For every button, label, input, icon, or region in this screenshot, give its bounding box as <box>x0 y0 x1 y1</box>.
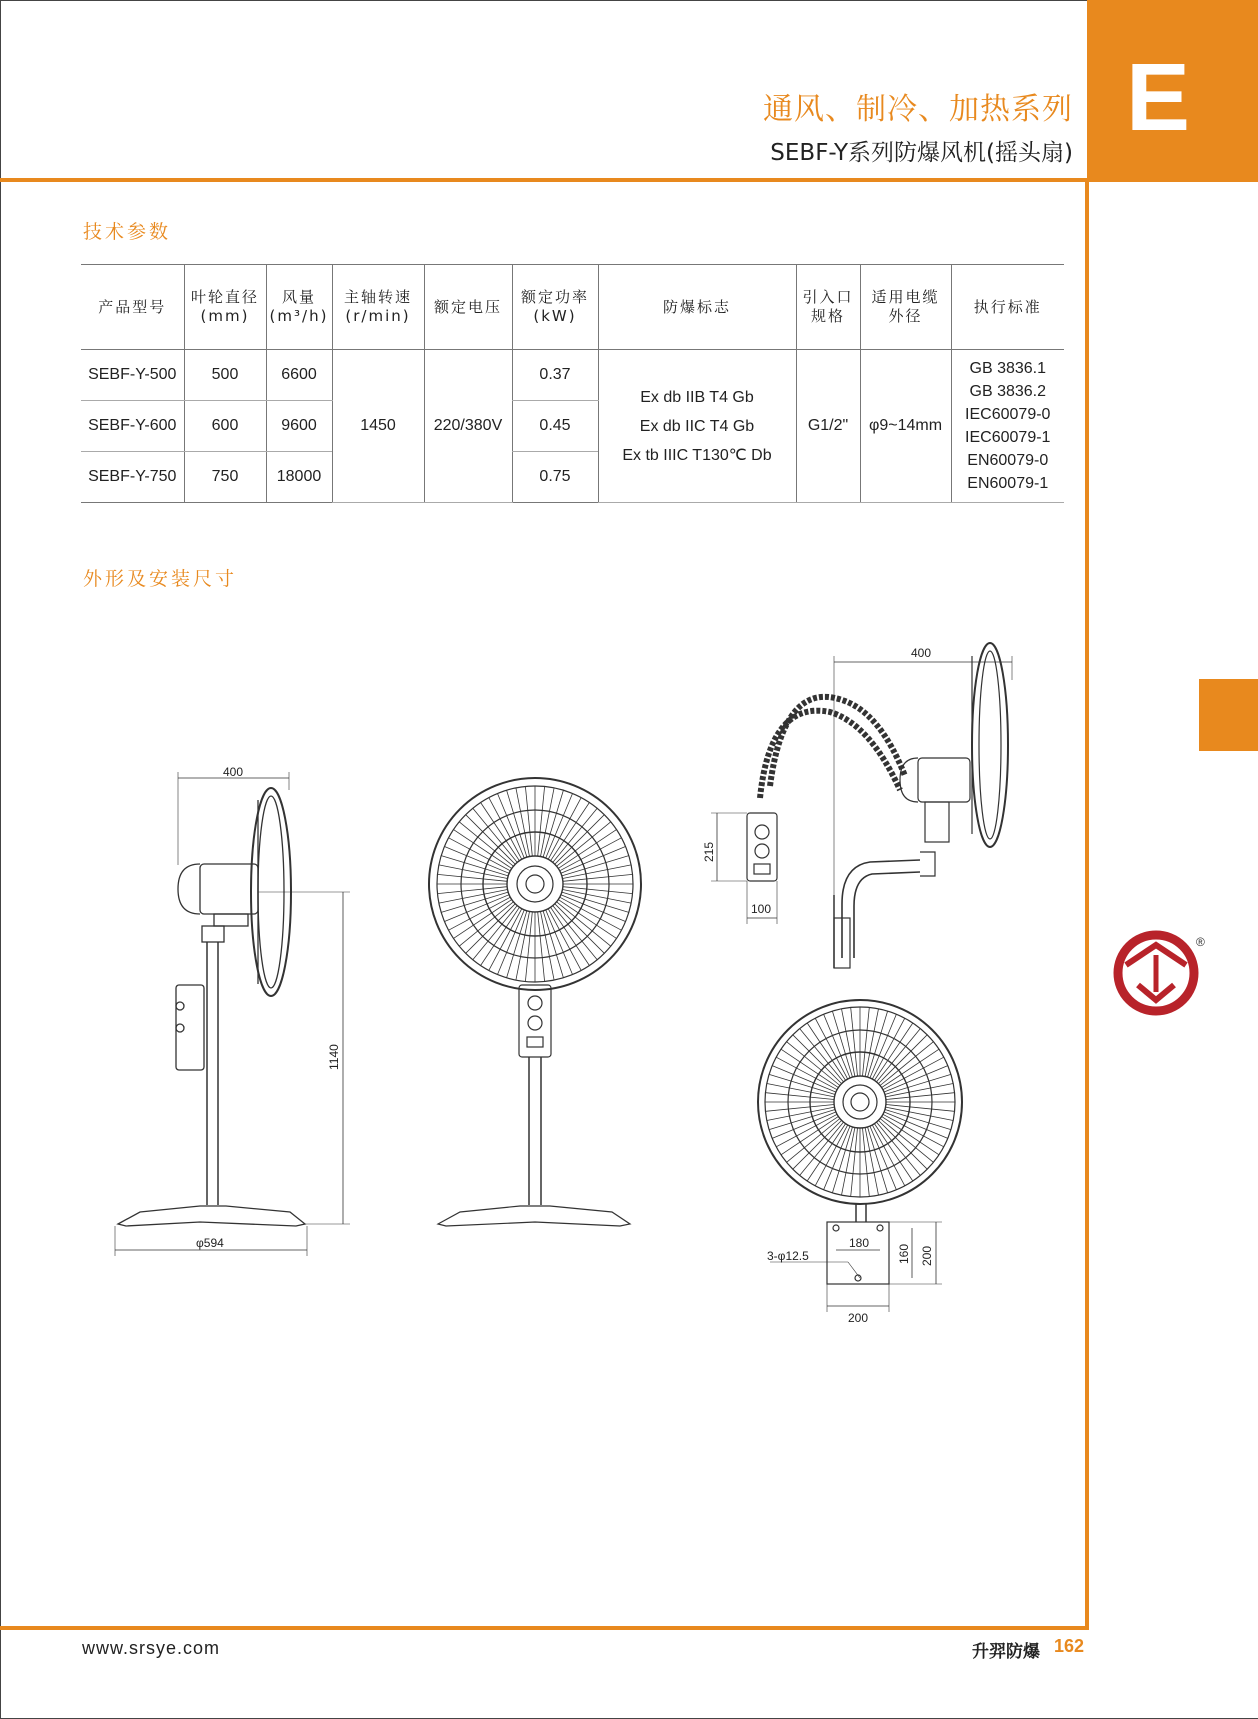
cell-impeller: 750 <box>184 452 266 503</box>
standard-item: IEC60079-1 <box>965 429 1051 446</box>
cell-entry: G1/2" <box>796 350 860 503</box>
dim-box-width: 100 <box>751 902 772 916</box>
guard-spoke <box>832 1011 852 1077</box>
guard-spoke <box>439 865 508 879</box>
guard-spoke <box>563 874 633 881</box>
cell-impeller: 500 <box>184 350 266 401</box>
guard-spoke <box>767 1084 835 1097</box>
guard-spoke <box>769 1074 835 1094</box>
guard-spoke <box>781 1116 838 1154</box>
guard-spoke <box>563 890 632 904</box>
guard-spoke <box>563 865 632 879</box>
guard-spoke <box>769 1110 835 1130</box>
cell-power: 0.37 <box>512 350 598 401</box>
product-title: SEBF-Y系列防爆风机(摇头扇) <box>770 140 1073 166</box>
standard-item: EN60079-0 <box>967 452 1049 469</box>
section-heading-tech-params: 技术参数 <box>83 221 172 243</box>
guard-spoke <box>886 1084 954 1097</box>
guard-spoke <box>815 1018 848 1079</box>
dim-bracket-width: 200 <box>848 1311 869 1325</box>
standard-item: IEC60079-0 <box>965 406 1051 423</box>
cell-model: SEBF-Y-750 <box>81 452 184 503</box>
guard-spoke <box>842 1128 855 1196</box>
guard-spoke <box>874 1124 912 1181</box>
th-airflow: 风量 (m³/h) <box>266 265 332 350</box>
dim-base-diameter: φ594 <box>196 1236 224 1250</box>
cell-airflow: 9600 <box>266 401 332 452</box>
dim-box-height: 215 <box>702 841 716 862</box>
guard-spoke <box>885 1074 951 1094</box>
dim-bracket-height-outer: 200 <box>920 1245 934 1266</box>
guard-spoke <box>776 1057 837 1090</box>
guard-spoke <box>525 912 532 982</box>
guard-spoke <box>824 1126 851 1190</box>
cell-airflow: 18000 <box>266 452 332 503</box>
brand-logo <box>1118 935 1205 1011</box>
guard-spoke <box>800 1122 844 1175</box>
footer-url[interactable]: www.srsye.com <box>82 1638 221 1658</box>
guard-spoke <box>438 887 508 894</box>
guard-spoke <box>516 788 530 857</box>
guard-spoke <box>874 1023 912 1080</box>
guard-spoke <box>541 788 555 857</box>
guard-spoke <box>882 1049 939 1087</box>
cell-model: SEBF-Y-600 <box>81 401 184 452</box>
th-power: 额定功率 (kW) <box>512 265 598 350</box>
guard-spoke <box>882 1116 939 1154</box>
th-cable: 适用电缆 外径 <box>860 265 951 350</box>
guard-spoke <box>863 1008 870 1077</box>
wall-fan-guard <box>758 1000 962 1204</box>
guard-spoke <box>787 1119 840 1163</box>
guard-spoke <box>872 1125 905 1186</box>
dim-holes: 3-φ12.5 <box>767 1249 809 1263</box>
wall-side-dimensions <box>702 646 931 916</box>
dim-wall-width: 400 <box>911 646 932 660</box>
guard-spoke <box>863 1128 870 1197</box>
page-number: 162 <box>1054 1636 1085 1656</box>
wall-side-view-drawing <box>711 643 1012 968</box>
th-standard: 执行标准 <box>951 265 1064 350</box>
guard-spoke <box>525 787 532 857</box>
dim-bracket-height-inner: 160 <box>897 1243 911 1264</box>
th-ex-marking: 防爆标志 <box>598 265 796 350</box>
front-fan-guard <box>429 778 641 990</box>
guard-spoke <box>865 1128 878 1196</box>
guard-spoke <box>880 1042 933 1086</box>
series-title: 通风、制冷、加热系列 <box>763 92 1073 127</box>
guard-spoke <box>516 912 530 981</box>
th-speed: 主轴转速 (r/min) <box>332 265 424 350</box>
cell-impeller: 600 <box>184 401 266 452</box>
guard-spoke <box>439 890 508 904</box>
guard-spoke <box>865 1009 878 1077</box>
footer-brand: 升羿防爆 <box>972 1642 1040 1662</box>
guard-spoke <box>851 1008 858 1077</box>
cell-airflow: 6600 <box>266 350 332 401</box>
guard-spoke <box>851 1128 858 1197</box>
dim-bracket-inner: 180 <box>849 1236 870 1250</box>
guard-spoke <box>877 1122 921 1175</box>
side-view-drawing <box>115 772 350 1256</box>
guard-spoke <box>877 1029 921 1082</box>
guard-spoke <box>800 1029 844 1082</box>
guard-spoke <box>868 1011 888 1077</box>
guard-spoke <box>884 1066 948 1093</box>
wall-front-dimensions <box>767 1236 934 1325</box>
cell-cable: φ9~14mm <box>860 350 951 503</box>
registered-mark: ® <box>1196 935 1205 949</box>
guard-spoke <box>832 1127 852 1193</box>
ex-marking-item: Ex db IIB T4 Gb <box>640 388 754 406</box>
ex-marking-item: Ex db IIC T4 Gb <box>639 417 755 435</box>
section-heading-dimensions: 外形及安装尺寸 <box>83 568 238 590</box>
standard-item: GB 3836.1 <box>969 360 1046 377</box>
section-badge-letter: E <box>1126 44 1191 151</box>
guard-spoke <box>766 1093 835 1100</box>
cell-voltage: 220/380V <box>424 350 512 503</box>
cell-model: SEBF-Y-500 <box>81 350 184 401</box>
guard-spoke <box>767 1107 835 1120</box>
th-model: 产品型号 <box>81 265 184 350</box>
cell-power: 0.75 <box>512 452 598 503</box>
guard-spoke <box>776 1114 837 1147</box>
guard-spoke <box>541 912 555 981</box>
guard-spoke <box>880 1119 933 1163</box>
th-entry: 引入口 规格 <box>796 265 860 350</box>
guard-spoke <box>772 1066 836 1093</box>
guard-spoke <box>766 1105 835 1112</box>
guard-spoke <box>824 1014 851 1078</box>
guard-spoke <box>883 1114 944 1147</box>
guard-spoke <box>886 1105 955 1112</box>
dim-side-height: 1140 <box>327 1044 341 1070</box>
guard-spoke <box>883 1057 944 1090</box>
th-voltage: 额定电压 <box>424 265 512 350</box>
guard-spoke <box>772 1112 836 1139</box>
guard-spoke <box>787 1042 840 1086</box>
guard-spoke <box>563 887 633 894</box>
guard-spoke <box>815 1125 848 1186</box>
guard-spoke <box>886 1093 955 1100</box>
guard-spoke <box>870 1126 897 1190</box>
th-impeller: 叶轮直径 (mm) <box>184 265 266 350</box>
front-view-drawing <box>429 778 641 1226</box>
standard-item: GB 3836.2 <box>969 383 1046 400</box>
guard-spoke <box>781 1049 838 1087</box>
dim-side-width: 400 <box>223 765 244 779</box>
guard-spoke <box>872 1018 905 1079</box>
guard-spoke <box>538 912 545 982</box>
cell-speed: 1450 <box>332 350 424 503</box>
guard-spoke <box>886 1107 954 1120</box>
guard-spoke <box>538 787 545 857</box>
guard-spoke <box>842 1009 855 1077</box>
cell-power: 0.45 <box>512 401 598 452</box>
guard-spoke <box>807 1124 845 1181</box>
guard-spoke <box>438 874 508 881</box>
guard-spoke <box>868 1127 888 1193</box>
standard-item: EN60079-1 <box>967 475 1049 492</box>
guard-spoke <box>870 1014 897 1078</box>
guard-spoke <box>885 1110 951 1130</box>
ex-marking-item: Ex tb IIIC T130℃ Db <box>622 446 772 464</box>
guard-spoke <box>807 1023 845 1080</box>
guard-spoke <box>884 1112 948 1139</box>
